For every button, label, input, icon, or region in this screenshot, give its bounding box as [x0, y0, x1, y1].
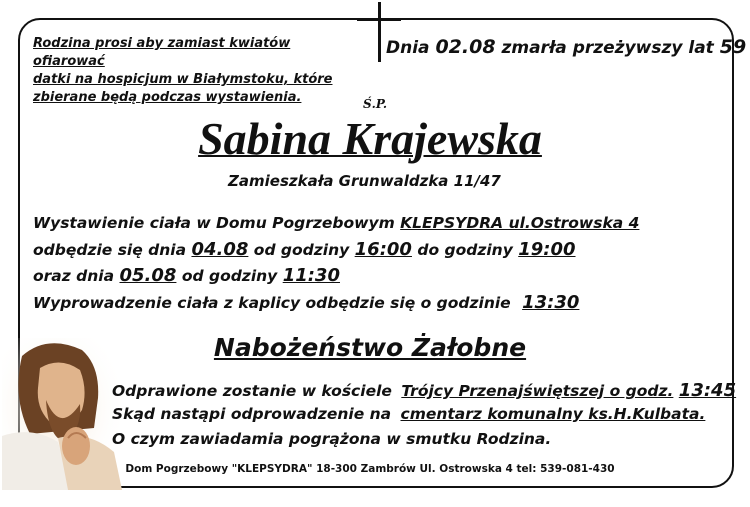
death-prefix: Dnia: [386, 38, 430, 58]
death-info: [386, 36, 746, 58]
viewing-place: KLEPSYDRA ul.Ostrowska 4: [400, 214, 640, 232]
cross-icon: [378, 2, 381, 62]
note-line: zbierane będą podczas wystawienia.: [33, 90, 302, 105]
service-row-2: [112, 405, 705, 423]
viewing-time: 11:30: [282, 265, 340, 286]
address: Zamieszkała Grunwaldzka 11/47: [228, 172, 501, 190]
service-text: Odprawione zostanie w kościele: [112, 382, 392, 400]
viewing-date: 04.08: [191, 239, 249, 260]
viewing-line-2: [33, 239, 576, 260]
viewing-line-4: [33, 292, 579, 313]
viewing-time-from: 16:00: [354, 239, 412, 260]
cemetery-name: cmentarz komunalny ks.H.Kulbata.: [400, 405, 706, 423]
viewing-text: Wystawienie ciała w Domu Pogrzebowym: [33, 214, 395, 232]
service-row-1: [112, 380, 736, 401]
viewing-line-3: [33, 265, 340, 286]
viewing-date: 05.08: [119, 265, 177, 286]
note-line: Rodzina prosi aby zamiast kwiatów ofiarować: [33, 36, 291, 69]
viewing-text: do godziny: [417, 241, 513, 259]
cross-icon-bar: [357, 18, 401, 21]
death-age: 59: [719, 36, 747, 58]
note-line: datki na hospicjum w Białymstoku, które: [33, 72, 333, 87]
death-date: 02.08: [435, 36, 496, 58]
service-time: 13:45: [678, 380, 737, 401]
deceased-name: Sabina Krajewska: [198, 113, 542, 164]
viewing-text: Wyprowadzenie ciała z kaplicy odbędzie się o godzinie: [33, 294, 511, 312]
viewing-time-to: 19:00: [518, 239, 576, 260]
service-text: Skąd nastąpi odprowadzenie na: [112, 405, 392, 423]
church-name: Trójcy Przenajświętszej o godz.: [401, 382, 674, 400]
service-title: Nabożeństwo Żałobne: [213, 333, 527, 362]
viewing-line-1: [33, 214, 639, 232]
viewing-text: odbędzie się dnia: [33, 241, 187, 259]
viewing-text: oraz dnia: [33, 267, 115, 285]
sp-abbrev: Ś.P.: [362, 97, 388, 111]
departure-time: 13:30: [522, 292, 580, 313]
service-row-3: O czym zawiadamia pogrążona w smutku Rodzina.: [112, 430, 552, 448]
death-middle: zmarła przeżywszy lat: [501, 38, 714, 58]
viewing-text: od godziny: [181, 267, 278, 285]
footer-contact: Dom Pogrzebowy "KLEPSYDRA" 18-300 Zambrów Ul. Ostrowska 4 tel: 539-081-430: [125, 463, 615, 475]
viewing-text: od godziny: [253, 241, 350, 259]
